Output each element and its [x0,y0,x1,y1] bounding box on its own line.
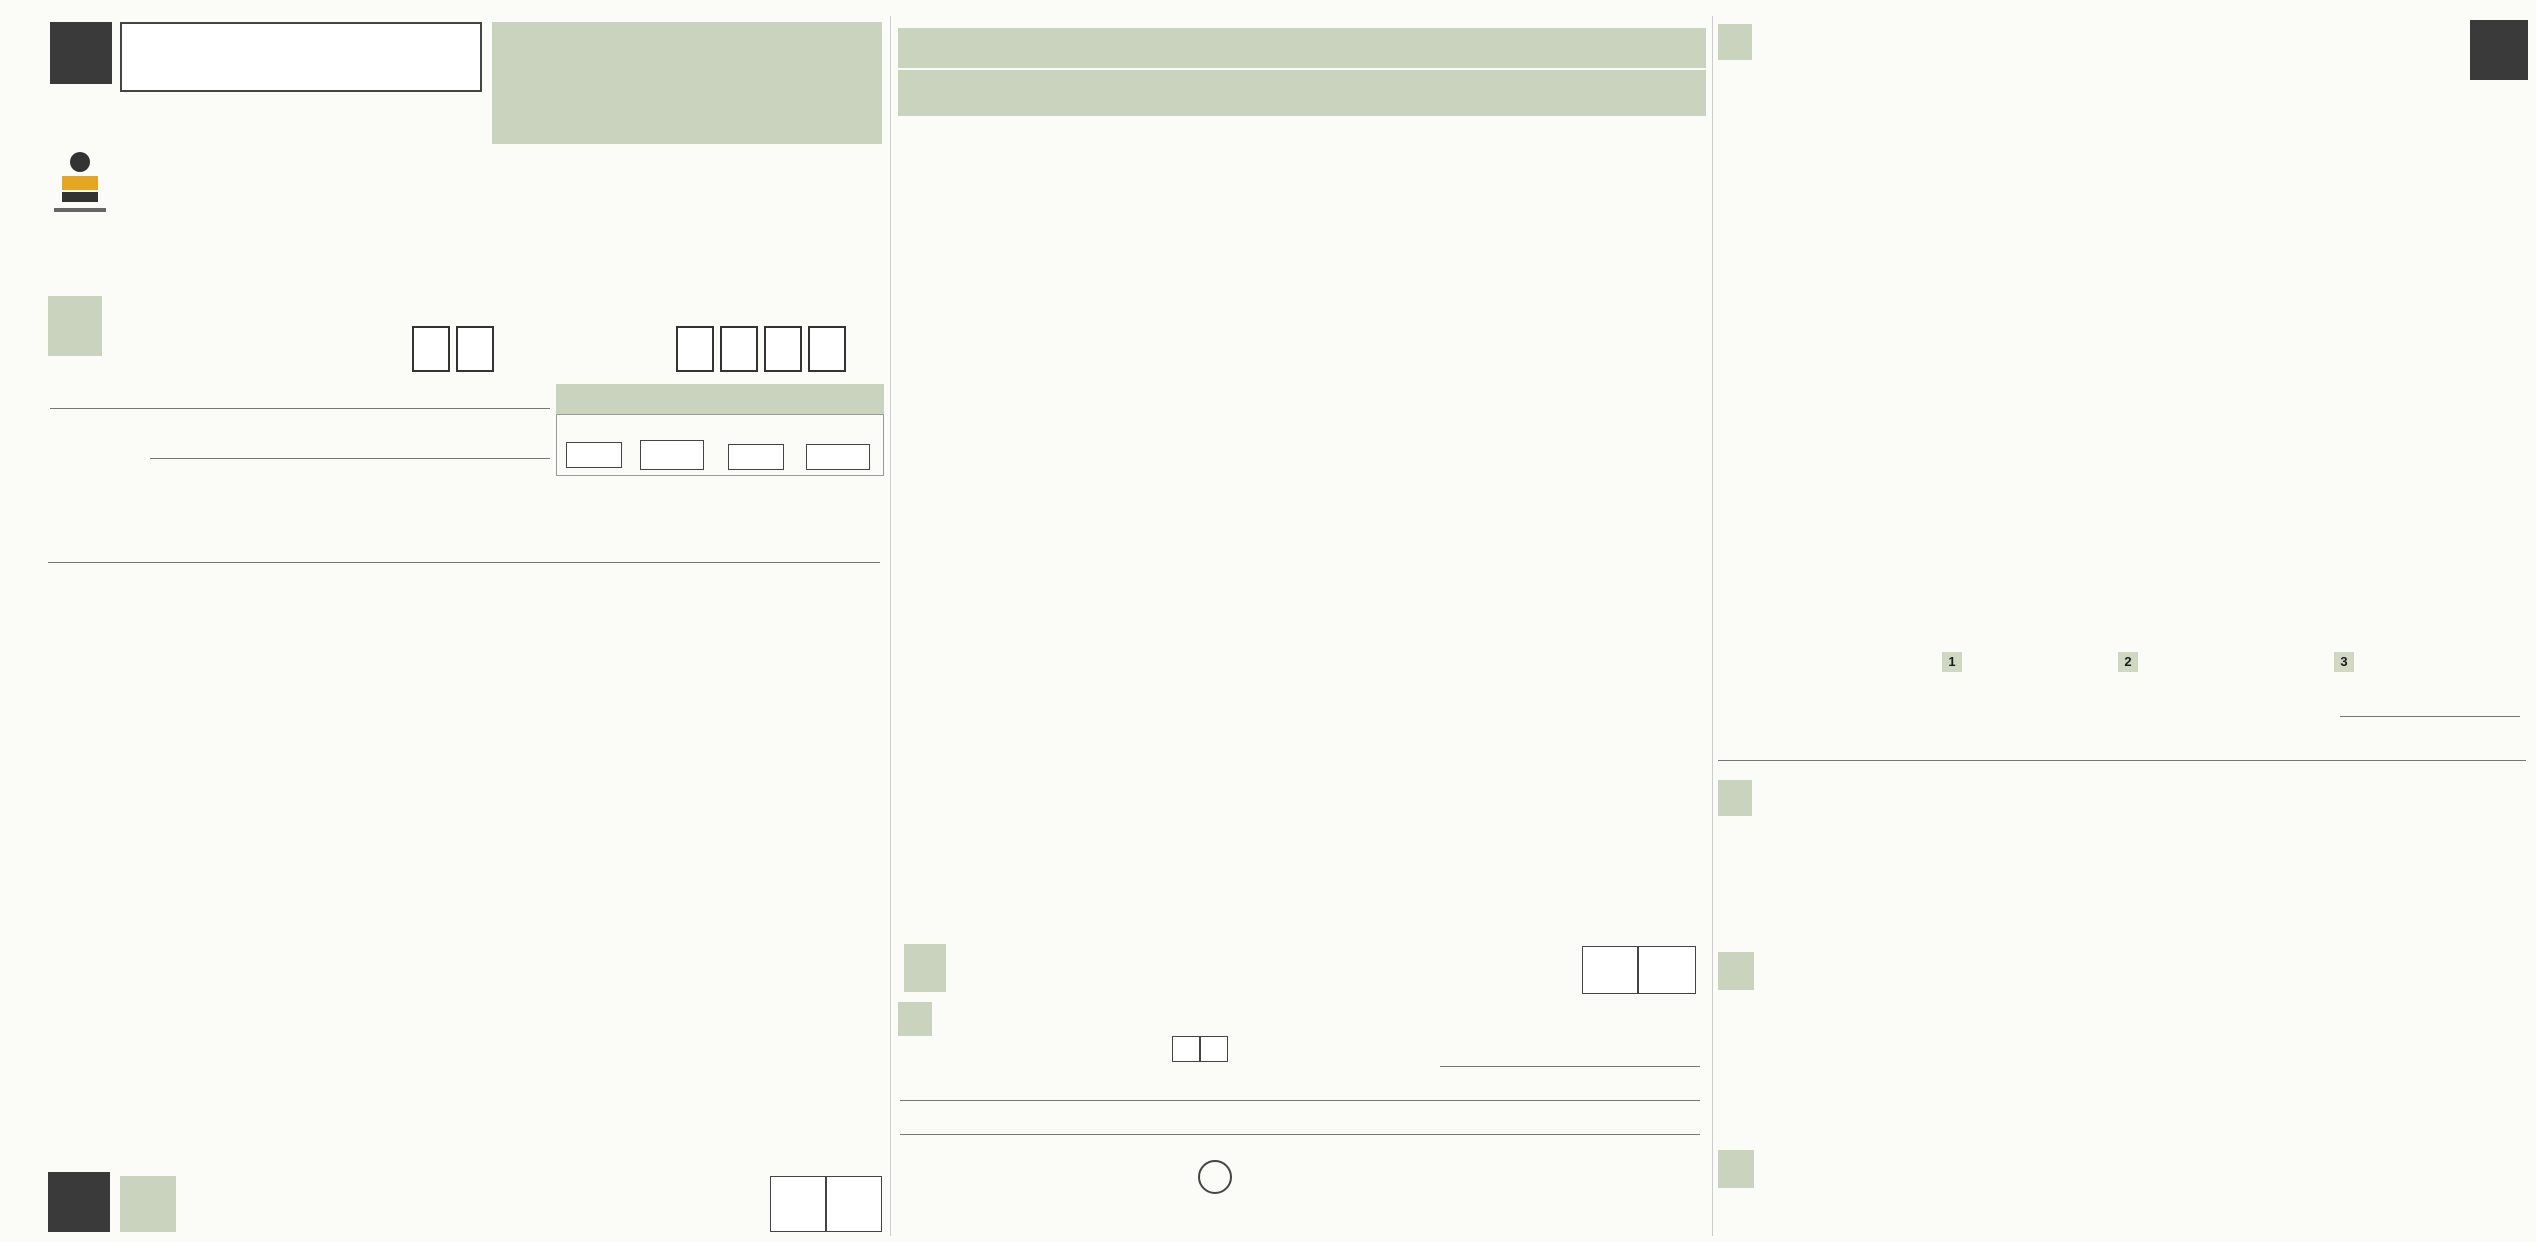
section-7-number [120,1176,176,1232]
seccion-digit-3[interactable] [764,326,802,372]
seccion-digit-1[interactable] [676,326,714,372]
folio-number [120,22,482,92]
hojas-circle[interactable] [1198,1160,1232,1194]
section-10-no-box[interactable] [1200,1036,1228,1062]
section-9-number [904,944,946,992]
section-7-si-box[interactable] [770,1176,826,1232]
casilla-tipo-header [556,384,884,414]
distrito-digit-2[interactable] [456,326,494,372]
section-10-number [898,1002,932,1036]
title-block [492,22,882,144]
section-10-si-box[interactable] [1172,1036,1200,1062]
section-11-number [1718,24,1752,60]
section-8-colheads [898,70,1706,116]
seccion-digit-4[interactable] [808,326,846,372]
corner-block-right [2470,20,2528,80]
corner-block [50,22,112,84]
section-7-no-box[interactable] [826,1176,882,1232]
casilla-basica-box[interactable] [566,442,622,468]
institute-logo-icon [48,148,112,224]
acta-document: 1 2 3 [0,0,2536,1242]
casilla-extra-box[interactable] [728,444,784,470]
corner-block-bottom [48,1172,110,1232]
section-13-number [1718,952,1754,990]
section-8-header [898,28,1706,68]
section-1-number [48,296,102,356]
seccion-digit-2[interactable] [720,326,758,372]
section-12-number [1718,780,1752,816]
distrito-digit-1[interactable] [412,326,450,372]
casilla-contigua-value[interactable] [640,440,704,470]
section-14-number [1718,1150,1754,1188]
section-9-no-box[interactable] [1638,946,1696,994]
casilla-extra-contigua-box[interactable] [806,444,870,470]
section-9-si-box[interactable] [1582,946,1638,994]
